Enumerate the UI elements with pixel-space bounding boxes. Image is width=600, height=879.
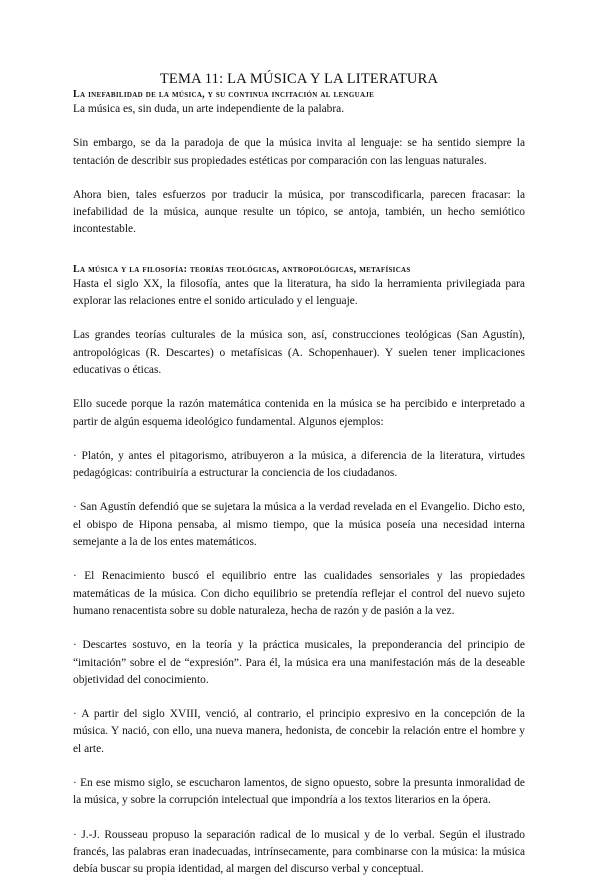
section-heading-filosofia: La música y la filosofía: teorías teológicas, antropológicas, metafísicas xyxy=(73,263,411,275)
list-item: · San Agustín defendió que se sujetara la música a la verdad revelada en el Evangelio. Dicho esto, el obispo de Hipona pensaba, al mismo tiempo, que la música poseía una necesidad interna semejante a la de los entes matemáticos. xyxy=(73,501,525,549)
list-item: · Platón, y antes el pitagorismo, atribuyeron a la música, a diferencia de la literatura, virtudes pedagógicas: contribuiría a estructurar la conciencia de los ciudadanos. xyxy=(73,449,525,480)
paragraph: Ahora bien, tales esfuerzos por traducir la música, por transcodificarla, parecen fracasar: la inefabilidad de la música, aunque resulte un tópico, se antoja, también, un hecho semiótico incontestable. xyxy=(73,188,525,236)
list-item: · J.-J. Rousseau propuso la separación radical de lo musical y de lo verbal. Según el ilustrado francés, las palabras eran inadecuadas, intrínsecamente, para combinarse con la música: la música debía buscar su propia identidad, al margen del discurso verbal y conceptual. xyxy=(73,828,525,876)
list-item: · Descartes sostuvo, en la teoría y la práctica musicales, la preponderancia del principio de “imitación” sobre el de “expresión”. Para él, la música era una manifestación más de la deseable objetividad del conocimiento. xyxy=(73,639,525,686)
list-item: · En ese mismo siglo, se escucharon lamentos, de signo opuesto, sobre la presunta inmoralidad de la música, y sobre la corrupción intelectual que impondría a los textos literarios en la ópera. xyxy=(73,777,525,807)
section-heading-inefabilidad: La inefabilidad de la música, y su continua incitación al lenguaje xyxy=(73,89,375,100)
document-page xyxy=(73,70,525,879)
list-item: · A partir del siglo XVIII, venció, al contrario, el principio expresivo en la concepción de la música. Y nació, con ello, una nueva manera, hedonista, de concebir la relación entre el hombre y el arte. xyxy=(73,708,525,755)
paragraph: Sin embargo, se da la paradoja de que la música invita al lenguaje: se ha sentido siempre la tentación de describir sus propiedades estéticas por comparación con las lenguas naturales. xyxy=(73,137,525,167)
list-item: · El Renacimiento buscó el equilibrio entre las cualidades sensoriales y las propiedades matemáticas de la música. Con dicho equilibrio se pretendía reflejar el control del nuevo sujeto humano renacentista sobre su doble naturaleza, hecha de razón y de pasión a la vez. xyxy=(73,570,525,617)
paragraph: La música es, sin duda, un arte independiente de la palabra. xyxy=(73,103,345,115)
paragraph: Hasta el siglo XX, la filosofía, antes que la literatura, ha sido la herramienta privilegiada para explorar las relaciones entre el sonido articulado y el lenguaje. xyxy=(73,277,525,308)
paragraph: Ello sucede porque la razón matemática contenida en la música se ha percibido e interpretado a partir de algún esquema ideológico fundamental. Algunos ejemplos: xyxy=(73,398,525,428)
paragraph: Las grandes teorías culturales de la música son, así, construcciones teológicas (San Agustín), antropológicas (R. Descartes) o metafísicas (A. Schopenhauer). Y suelen tener implicaciones educativas o éticas. xyxy=(73,329,525,376)
page-title: TEMA 11: LA MÚSICA Y LA LITERATURA xyxy=(159,71,439,87)
